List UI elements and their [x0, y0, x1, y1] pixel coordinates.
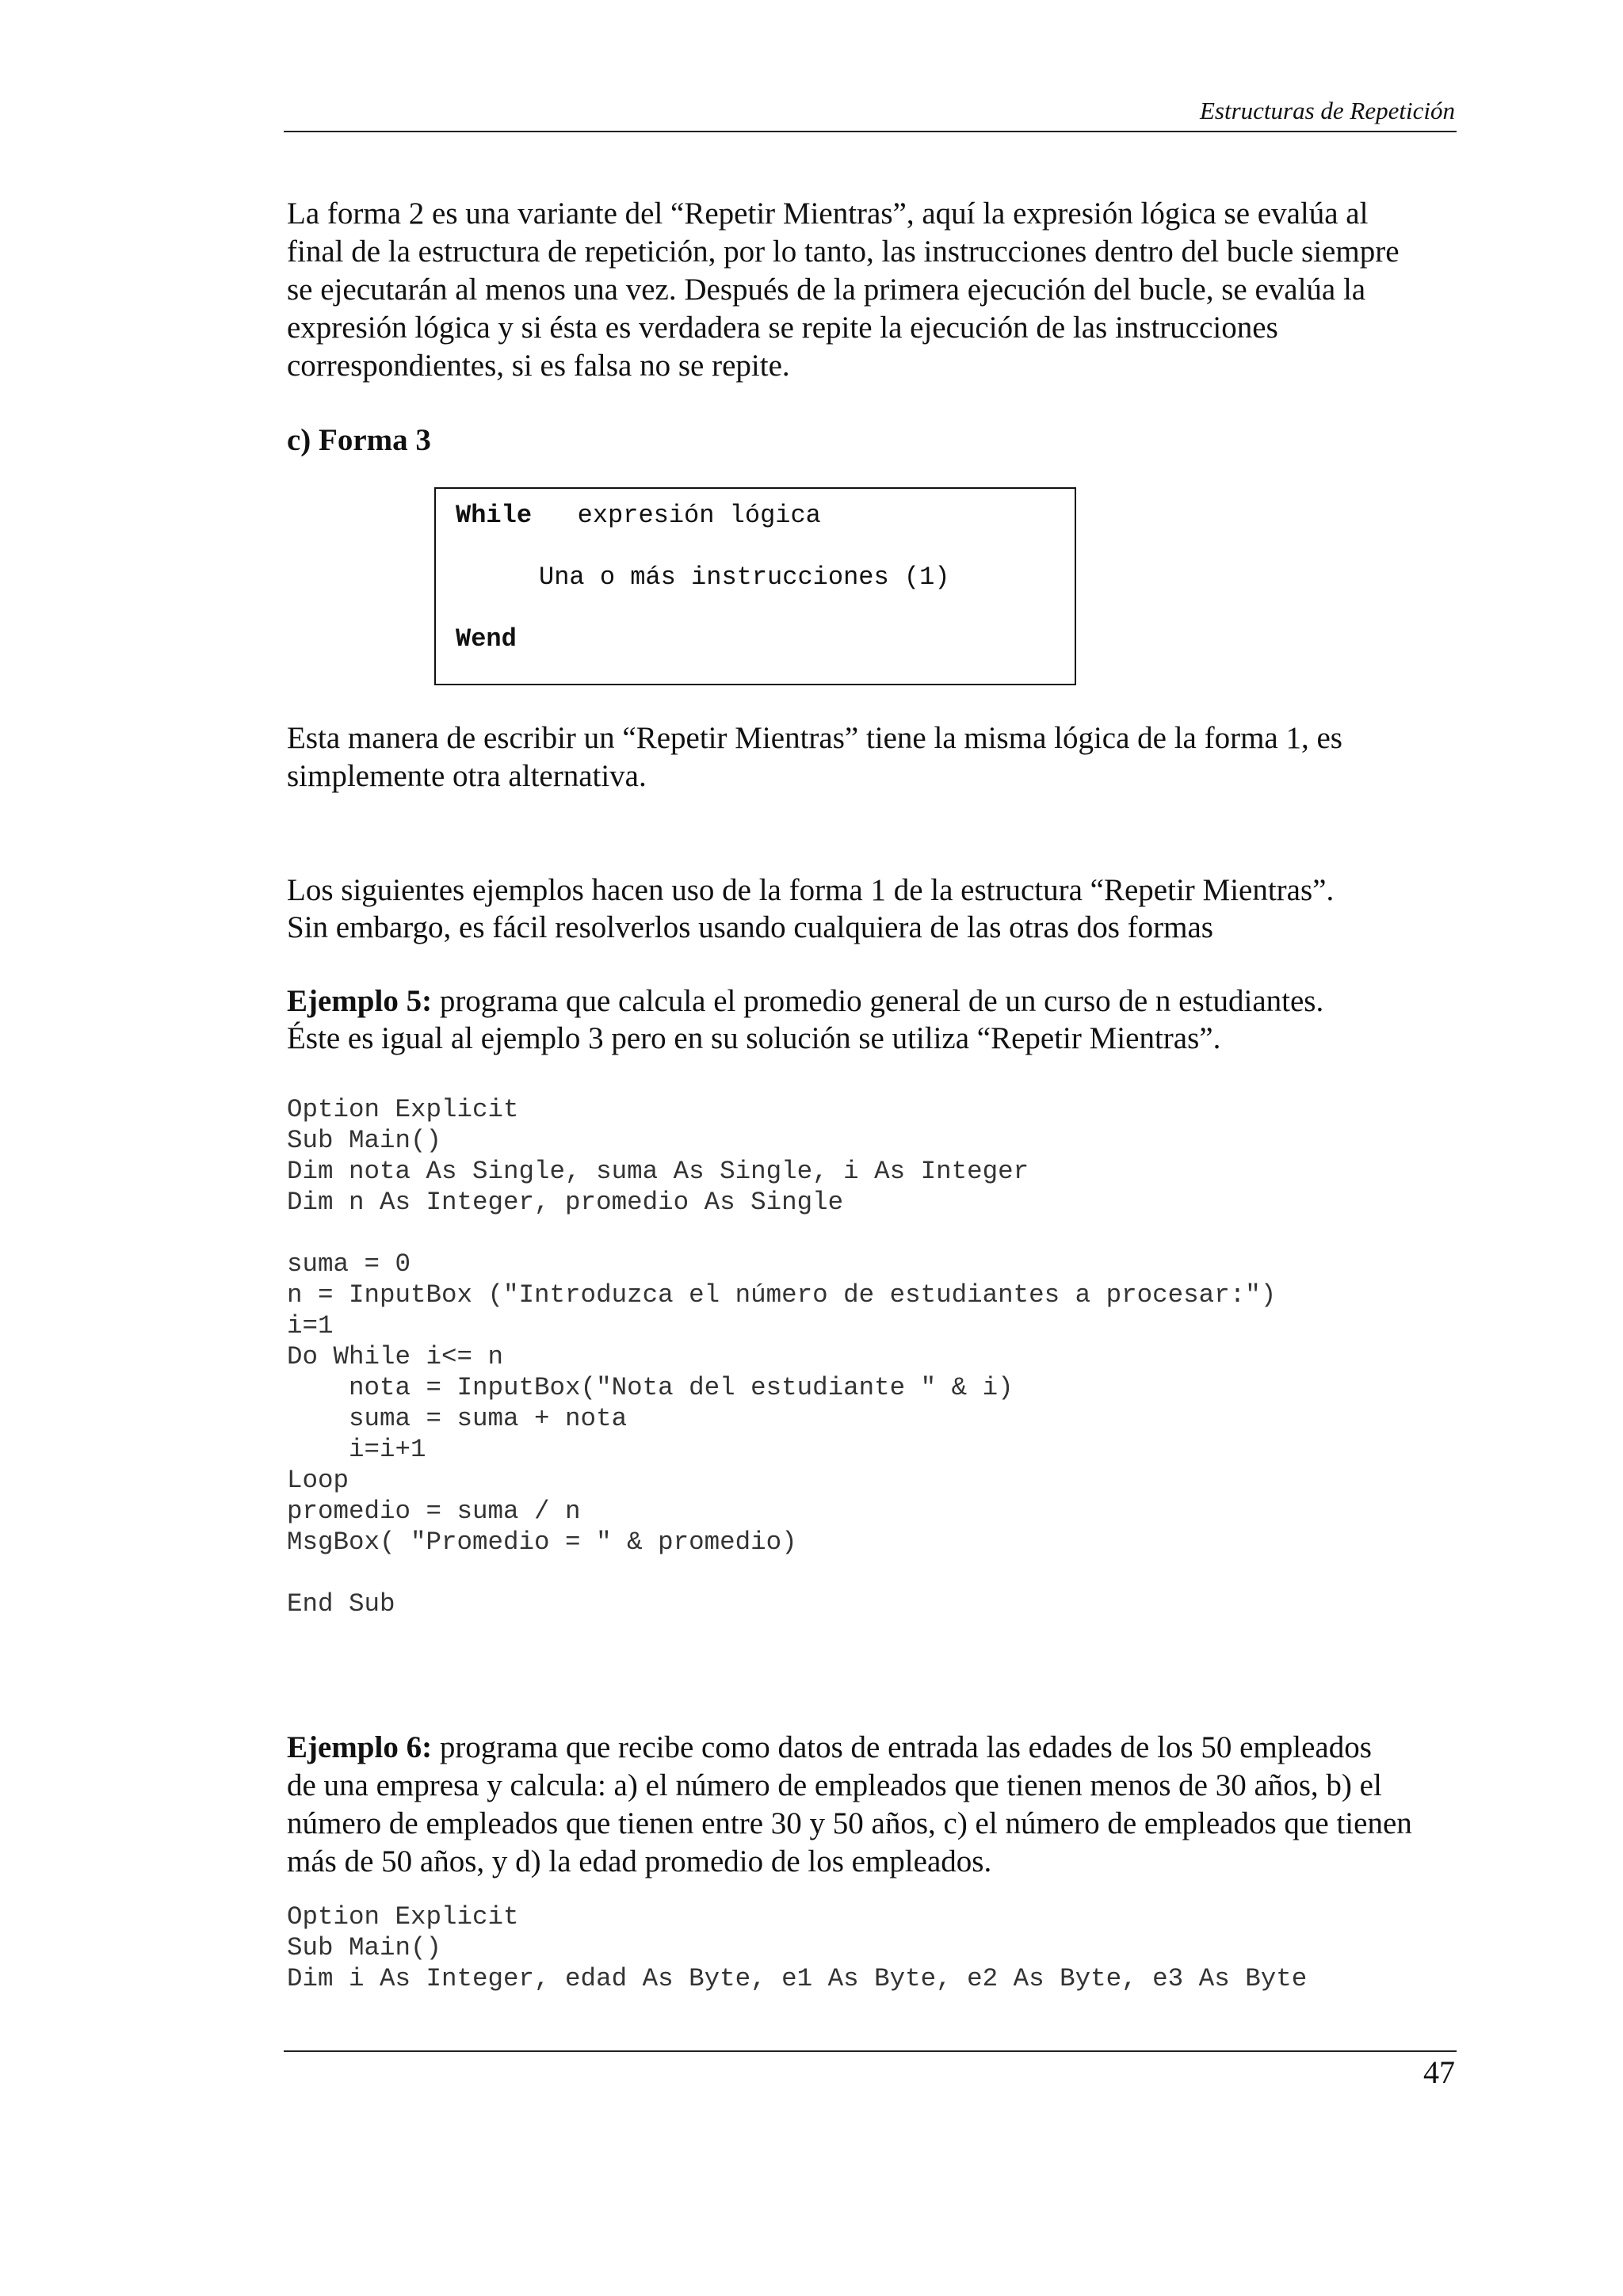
syntax-condition: expresión lógica	[577, 501, 821, 530]
header-rule	[284, 131, 1457, 132]
example-5-code: Option Explicit Sub Main() Dim nota As Single, suma As Single, i As Integer Dim n As Integer, promedio As Single suma = 0 n = InputBox ("Introduzca el número de estudiantes a procesar:") i=1 Do While i<= n nota = InputBox("Nota del estudiante " & i) suma = suma + nota i=i+1 Loop promedio = suma / n MsgBox( "Promedio = " & promedio) End Sub	[287, 1095, 1277, 1619]
syntax-body: Una o más instrucciones (1)	[539, 563, 950, 592]
paragraph-forma-3: Esta manera de escribir un “Repetir Mientras” tiene la misma lógica de la forma 1, es simplemente otra alternativa.	[287, 721, 1342, 793]
running-header: Estructuras de Repetición	[1200, 97, 1455, 124]
paragraph-forma-2: La forma 2 es una variante del “Repetir Mientras”, aquí la expresión lógica se evalúa al final de la estructura de repetición, por lo tanto, las instrucciones dentro del bucle siempre se ejecutarán al menos una vez. Después de la primera ejecución del bucle, se evalúa la expresión lógica y si ésta es verdadera se repite la ejecución de las instrucciones correspondientes, si es falsa no se repite.	[287, 196, 1400, 383]
paragraph-intro-examples: Los siguientes ejemplos hacen uso de la forma 1 de la estructura “Repetir Mientras”. Sin embargo, es fácil resolverlos usando cualquiera de las otras dos formas	[287, 873, 1335, 944]
example-6-text: programa que recibe como datos de entrada las edades de los 50 empleados de una empresa y calcula: a) el número de empleados que tienen menos de 30 años, b) el número de empleados que tienen entre 30 y 50 años, c) el número de empleados que tienen más de 50 años, y d) la edad promedio de los empleados.	[287, 1730, 1412, 1878]
section-heading-forma-3: c) Forma 3	[287, 423, 431, 457]
example-6-code: Option Explicit Sub Main() Dim i As Integer, edad As Byte, e1 As Byte, e2 As Byte, e3 As Byte	[287, 1902, 1308, 1993]
footer-rule	[284, 2050, 1457, 2052]
keyword-wend: Wend	[456, 624, 517, 654]
example-6-label: Ejemplo 6:	[287, 1730, 433, 1764]
syntax-box	[434, 487, 1076, 685]
keyword-while: While	[456, 501, 533, 530]
syntax-line-while	[456, 500, 821, 532]
page-number: 47	[1423, 2054, 1455, 2090]
example-5-label: Ejemplo 5:	[287, 984, 433, 1018]
example-5-text: programa que calcula el promedio general de un curso de n estudiantes. Éste es igual al ejemplo 3 pero en su solución se utiliza “Repetir Mientras”.	[287, 984, 1324, 1055]
example-5-description	[287, 982, 1457, 1057]
example-6-description	[287, 1729, 1457, 1881]
